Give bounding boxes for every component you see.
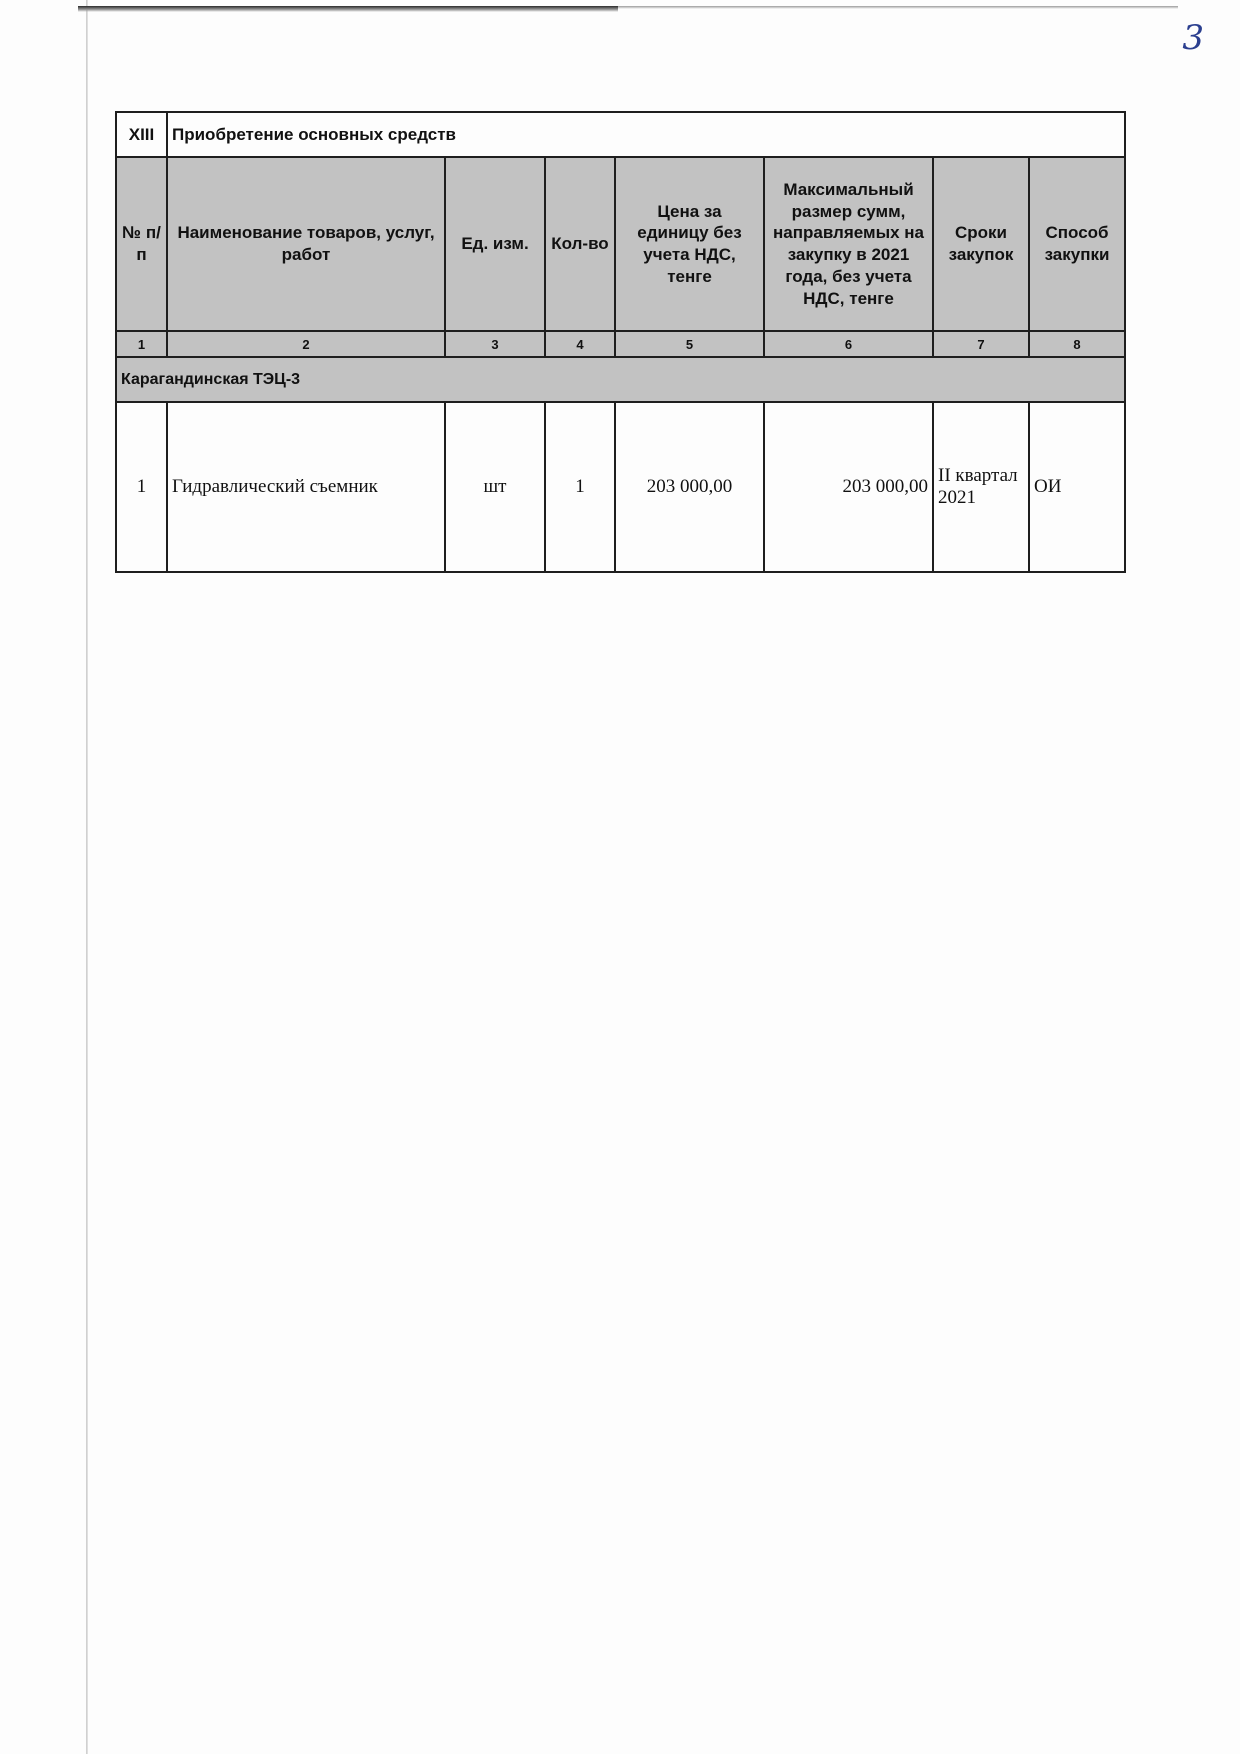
group-label: Карагандинская ТЭЦ-3 bbox=[116, 357, 1125, 402]
header-period: Сроки закупок bbox=[933, 157, 1029, 331]
header-unit-price: Цена за единицу без учета НДС, тенге bbox=[615, 157, 764, 331]
cell-max-amount: 203 000,00 bbox=[764, 402, 933, 572]
cell-period: II квартал 2021 bbox=[933, 402, 1029, 572]
column-index: 6 bbox=[764, 331, 933, 357]
column-index: 2 bbox=[167, 331, 445, 357]
section-row bbox=[116, 112, 1125, 157]
header-quantity: Кол-во bbox=[545, 157, 615, 331]
column-index: 5 bbox=[615, 331, 764, 357]
section-title: Приобретение основных средств bbox=[167, 112, 1125, 157]
header-method: Способ закупки bbox=[1029, 157, 1125, 331]
cell-quantity: 1 bbox=[545, 402, 615, 572]
column-index: 7 bbox=[933, 331, 1029, 357]
column-index: 1 bbox=[116, 331, 167, 357]
table-row bbox=[116, 402, 1125, 572]
header-max-amount: Максимальный размер сумм, направляемых на закупку в 2021 года, без учета НДС, тенге bbox=[764, 157, 933, 331]
cell-method: ОИ bbox=[1029, 402, 1125, 572]
scan-top-edge bbox=[78, 6, 618, 12]
header-number: № п/п bbox=[116, 157, 167, 331]
header-name: Наименование товаров, услуг, работ bbox=[167, 157, 445, 331]
column-index-row bbox=[116, 331, 1125, 357]
group-row bbox=[116, 357, 1125, 402]
procurement-table bbox=[115, 111, 1126, 573]
column-index: 4 bbox=[545, 331, 615, 357]
cell-number: 1 bbox=[116, 402, 167, 572]
table-header-row bbox=[116, 157, 1125, 331]
column-index: 3 bbox=[445, 331, 545, 357]
scan-top-edge bbox=[618, 6, 1178, 9]
section-number: XIII bbox=[116, 112, 167, 157]
handwritten-page-number: 3 bbox=[1182, 18, 1204, 58]
cell-unit: шт bbox=[445, 402, 545, 572]
column-index: 8 bbox=[1029, 331, 1125, 357]
scan-binding-line bbox=[86, 0, 88, 1754]
header-unit: Ед. изм. bbox=[445, 157, 545, 331]
cell-name: Гидравлический съемник bbox=[167, 402, 445, 572]
cell-unit-price: 203 000,00 bbox=[615, 402, 764, 572]
